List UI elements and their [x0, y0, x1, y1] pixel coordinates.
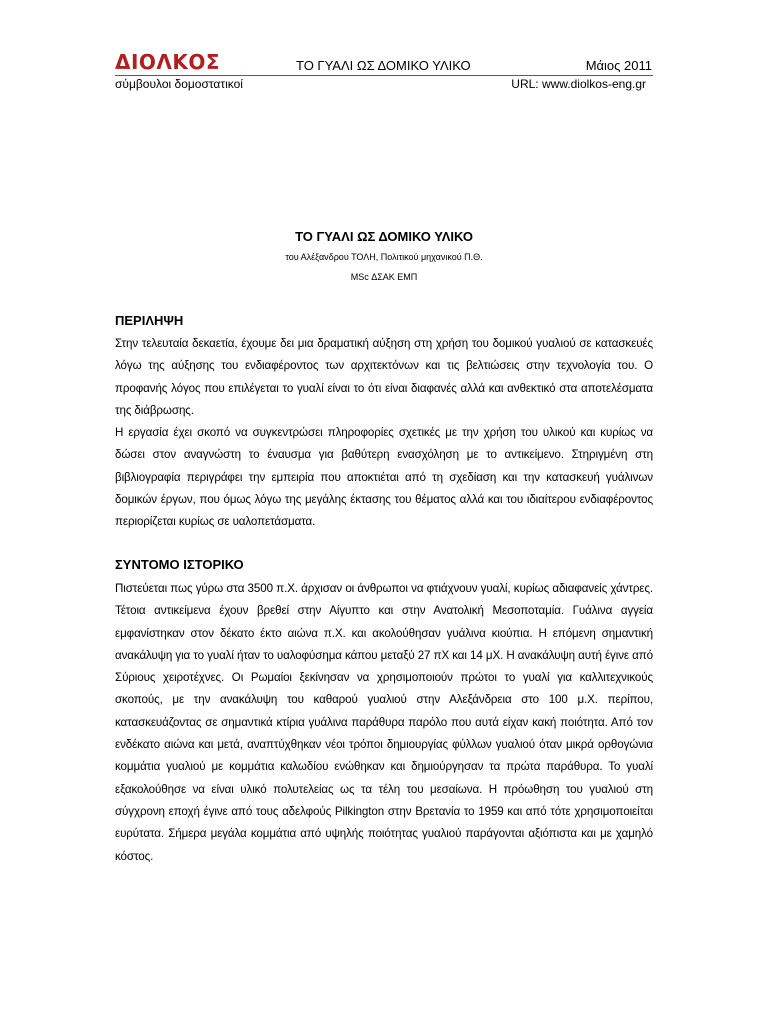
- document-title: ΤΟ ΓΥΑΛΙ ΩΣ ΔΟΜΙΚΟ ΥΛΙΚΟ: [295, 229, 473, 244]
- section-heading-abstract: ΠΕΡΙΛΗΨΗ: [115, 313, 184, 328]
- header-url: URL: www.diolkos-eng.gr: [511, 77, 646, 91]
- brand-logo: ΔΙΟΛΚΟΣ: [115, 50, 221, 74]
- section-heading-history: ΣΥΝΤΟΜΟ ΙΣΤΟΡΙΚΟ: [115, 557, 244, 572]
- paragraph-history-1: Πιστεύεται πως γύρω στα 3500 π.Χ. άρχισαν οι άνθρωποι να φτιάχνουν γυαλί, κυρίως αδιαφανείς χάντρες. Τέτοια αντικείμενα έχουν βρεθεί στην Αίγυπτο και στην Ανατολική Μεσοποταμία. Γυάλινα αγγεία εμφανίστηκαν στον δέκατο έκτο αιώνα π.Χ. και ακολούθησαν γυάλινα κιούπια. Η επόμενη σημαντική ανακάλυψη για το γυαλί ήταν το υαλοφύσημα κάπου μεταξύ 27 πΧ και 14 μΧ. Η ανακάλυψη αυτή έγινε από Σύριους χειροτέχνες. Οι Ρωμαίοι ξεκίνησαν να χρησιμοποιούν πρώτοι το γυαλί για καλλιτεχνικούς σκοπούς, με την ανακάλυψη του καθαρού γυαλιού στην Αλεξάνδρεια στο 100 μ.Χ. περίπου, κατασκευάζοντας σε σημαντικά κτίρια γυάλινα παράθυρα παρόλο που αυτά είχαν κακή ποιότητα. Από τον ενδέκατο αιώνα και μετά, αναπτύχθηκαν νέοι τρόποι δημιουργίας φύλλων γυαλιού όταν μικρά ορθογώνια κομμάτια γυαλιού με κομμάτια καλωδίου ενώθηκαν και δημιούργησαν τα πρώτα παράθυρα. Το γυαλί εξακολούθησε να είναι υλικό πολυτελείας ως τα τέλη του μεσαίωνα. Η πρόωθηση του γυαλιού στη σύγχρονη εποχή έγινε από τους αδελφούς Pilkington στην Βρετανία το 1959 και από τότε χρησιμοποιείται ευρύτατα. Σήμερα μεγάλα κομμάτια από υψηλής ποιότητας γυαλιού παράγονται αξιόπιστα και με χαμηλό κόστος.: [115, 582, 653, 863]
- paragraph-abstract-2: Η εργασία έχει σκοπό να συγκεντρώσει πληροφορίες σχετικές με την χρήση του υλικού και κυρίως να δώσει στον αναγνώστη το έναυσμα για βαθύτερη ενασχόληση με το αντικείμενο. Στηριγμένη στη βιβλιογραφία περιγράφει την εμπειρία που αποκτιέται από τη σχεδίαση και την κατασκευή γυάλινων δομικών έργων, που όμως λόγω της μεγάλης έκτασης του θέματος αλλά και του ιδιαίτερου ενδιαφέροντος περιορίζεται κυρίως σε υαλοπετάσματα.: [115, 426, 653, 529]
- header-subtitle: σύμβουλοι δομοστατικοί: [115, 77, 243, 91]
- document-degree: MSc ΔΣΑΚ ΕΜΠ: [350, 272, 418, 282]
- paragraph-abstract-1: Στην τελευταία δεκαετία, έχουμε δει μια δραματική αύξηση στη χρήση του δομικού γυαλιού σε κατασκευές λόγω της αύξησης του ενδιαφέροντος των αρχιτεκτόνων και τις βελτιώσεις στην τεχνολογία του. Ο προφανής λόγος που επιλέγεται το γυαλί είναι το ότι είναι διαφανές αλλά και ανθεκτικό στα αποτελέσματα της διάβρωσης.: [115, 337, 653, 417]
- document-author: του Αλέξανδρου ΤΟΛΗ, Πολιτικού μηχανικού Π.Θ.: [285, 252, 483, 262]
- header-title: ΤΟ ΓΥΑΛΙ ΩΣ ΔΟΜΙΚΟ ΥΛΙΚΟ: [296, 58, 471, 73]
- header-rule: [115, 75, 653, 76]
- header-date: Μάιος 2011: [585, 58, 652, 73]
